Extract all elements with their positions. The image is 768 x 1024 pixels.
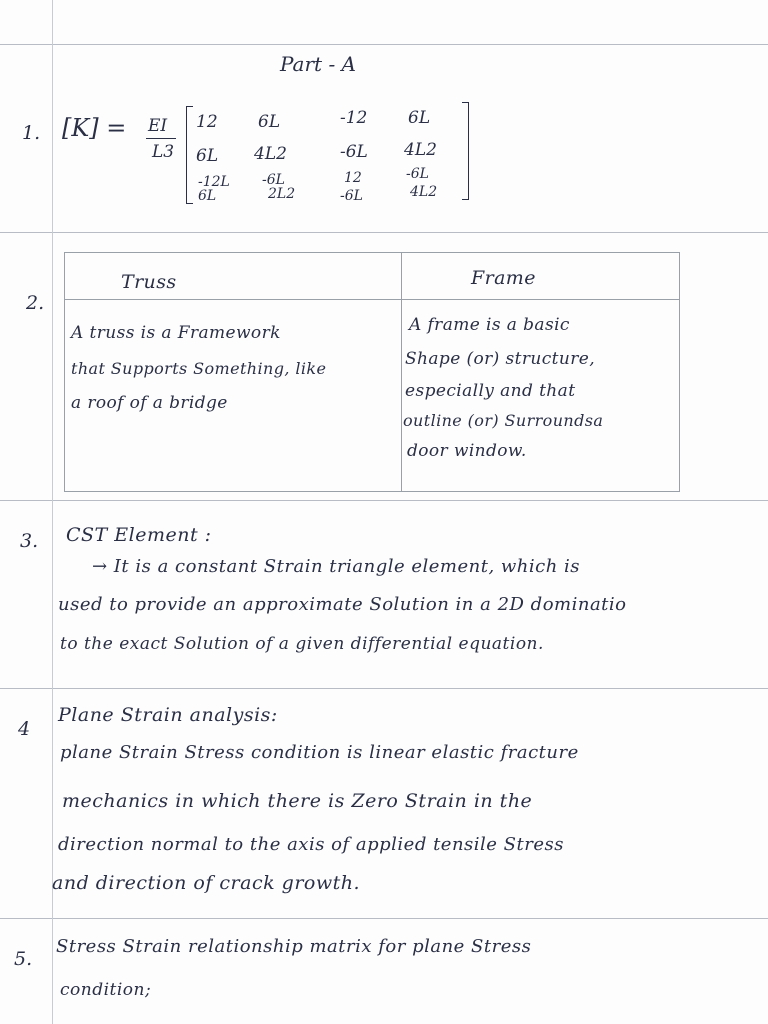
fraction-bar — [146, 138, 176, 139]
frame-line: Shape (or) structure, — [405, 349, 596, 369]
coefficient-denominator: L3 — [152, 142, 175, 162]
cst-element-line: to the exact Solution of a given differential equation. — [60, 634, 544, 654]
question-number: 1. — [22, 122, 41, 144]
matrix-cell: 2L2 — [268, 186, 296, 202]
matrix-cell: 6L — [198, 188, 217, 204]
truss-line: a roof of a bridge — [71, 393, 228, 413]
frame-line: outline (or) Surroundsa — [403, 411, 604, 430]
stress-strain-title: Stress Strain relationship matrix for plane Stress — [56, 936, 532, 957]
plane-strain-title: Plane Strain analysis: — [58, 704, 278, 726]
matrix-cell: 6L — [258, 112, 281, 132]
question-number: 3. — [20, 530, 39, 552]
matrix-cell: -12L — [198, 174, 230, 190]
cst-element-line: used to provide an approximate Solution in a 2D dominatio — [58, 594, 627, 615]
cst-element-line: → It is a constant Strain triangle element, which is — [92, 556, 581, 577]
matrix-cell: -6L — [406, 166, 429, 182]
frame-line: especially and that — [405, 381, 576, 401]
stress-strain-line: condition; — [60, 980, 152, 1000]
cst-element-title: CST Element : — [66, 524, 212, 546]
matrix-cell: 6L — [196, 146, 219, 166]
matrix-cell: -6L — [340, 188, 363, 204]
question-number: 4 — [18, 718, 31, 740]
truss-line: that Supports Something, like — [71, 359, 327, 378]
coefficient-numerator: EI — [148, 116, 168, 136]
table-header-truss: Truss — [121, 271, 177, 293]
matrix-cell: 6L — [408, 108, 431, 128]
page-rule — [0, 44, 768, 45]
plane-strain-line: direction normal to the axis of applied tensile Stress — [58, 834, 564, 855]
section-divider — [0, 500, 768, 501]
table-header-divider — [65, 299, 679, 300]
matrix-left-bracket — [186, 106, 193, 204]
matrix-lhs: [K] = — [62, 114, 127, 142]
question-number: 5. — [14, 948, 33, 970]
plane-strain-line: plane Strain Stress condition is linear elastic fracture — [60, 742, 579, 763]
plane-strain-line: and direction of crack growth. — [52, 872, 361, 894]
matrix-cell: 4L2 — [254, 144, 287, 164]
margin-line — [52, 0, 53, 1024]
question-number: 2. — [26, 292, 45, 314]
page-heading: Part - A — [280, 52, 356, 76]
matrix-cell: -6L — [262, 172, 285, 188]
matrix-cell: -6L — [340, 142, 368, 162]
truss-line: A truss is a Framework — [71, 323, 281, 343]
matrix-cell: 4L2 — [404, 140, 437, 160]
table-column-divider — [401, 253, 402, 491]
frame-line: door window. — [407, 441, 527, 461]
plane-strain-line: mechanics in which there is Zero Strain in the — [62, 790, 533, 812]
matrix-cell: 4L2 — [410, 184, 438, 200]
frame-line: A frame is a basic — [409, 315, 570, 335]
matrix-cell: 12 — [344, 170, 362, 186]
matrix-cell: -12 — [340, 108, 368, 128]
table-header-frame: Frame — [471, 267, 536, 289]
matrix-right-bracket — [462, 102, 469, 200]
matrix-cell: 12 — [196, 112, 218, 132]
section-divider — [0, 688, 768, 689]
section-divider — [0, 232, 768, 233]
section-divider — [0, 918, 768, 919]
truss-frame-table — [64, 252, 680, 492]
